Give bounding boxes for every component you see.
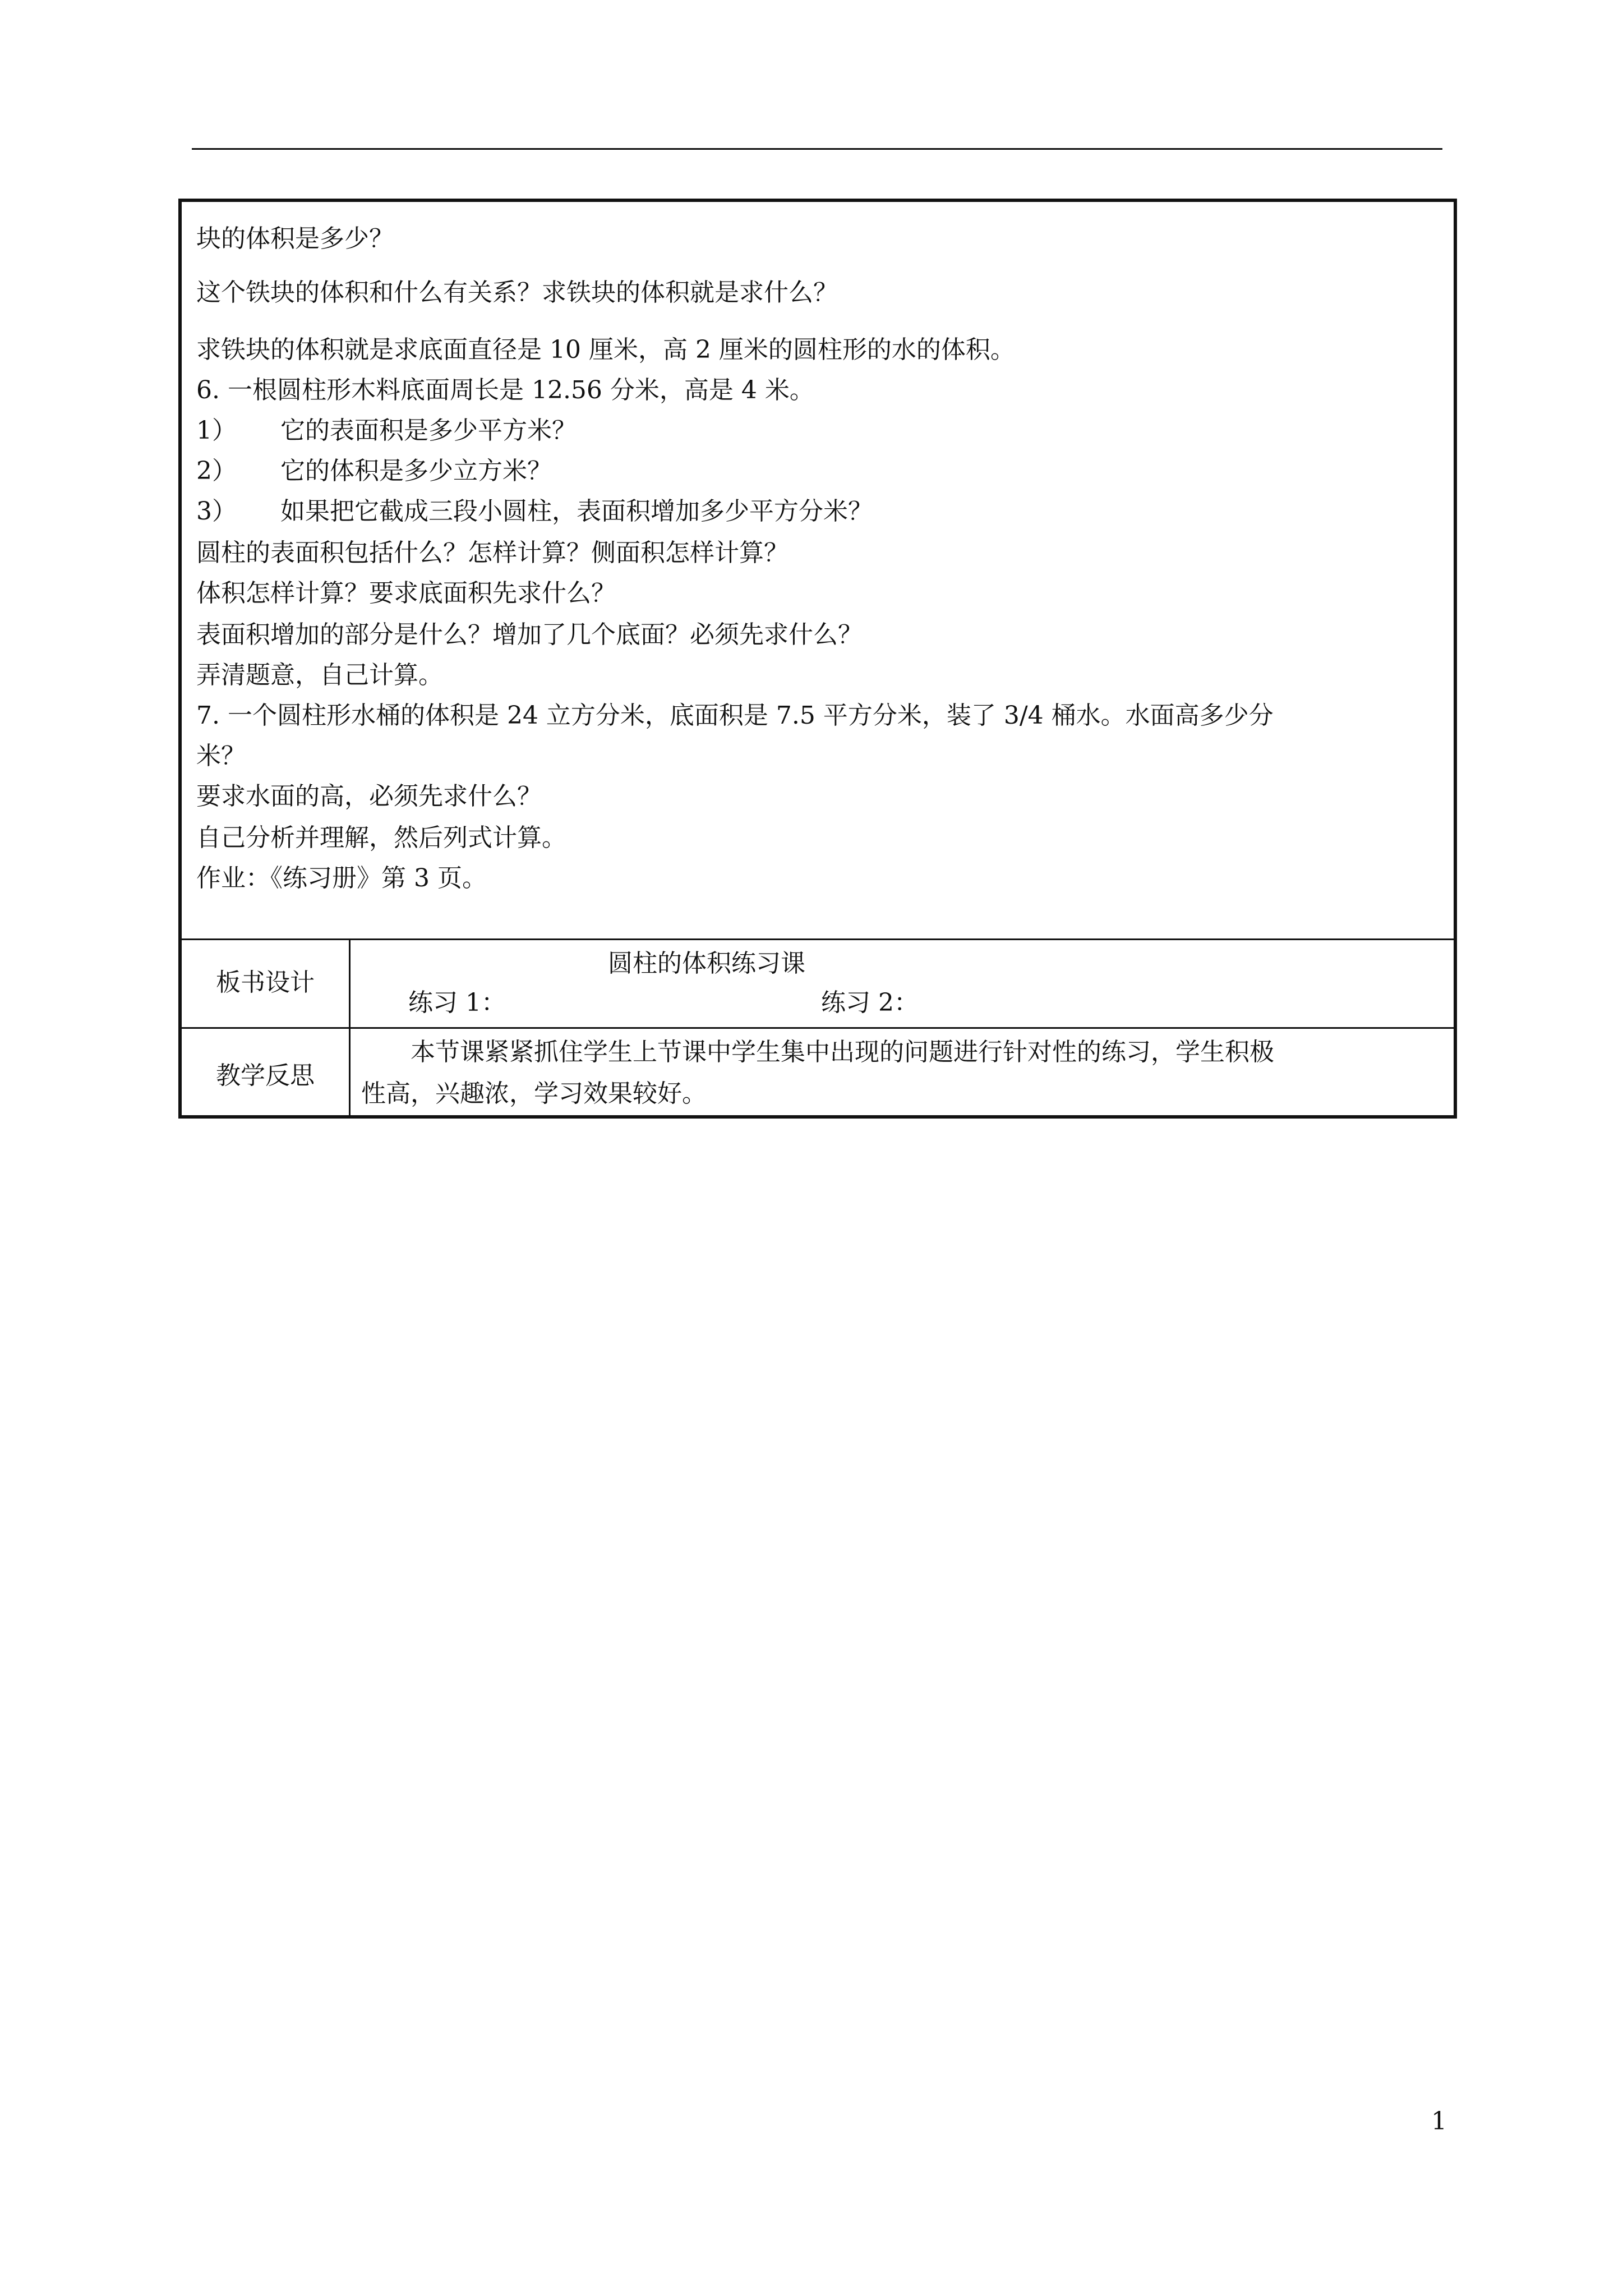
text-line: 求铁块的体积就是求底面直径是 10 厘米，高 2 厘米的圆柱形的水的体积。 xyxy=(196,335,1015,364)
sub-question-text: 它的表面积是多少平方米？ xyxy=(280,416,577,445)
board-exercise-2: 练习 2： xyxy=(821,988,919,1017)
board-title: 圆柱的体积练习课 xyxy=(608,949,805,978)
text-line: 圆柱的表面积包括什么？怎样计算？侧面积怎样计算？ xyxy=(196,539,789,567)
text-line: 表面积增加的部分是什么？增加了几个底面？必须先求什么？ xyxy=(196,620,863,649)
reflection-text-line: 性高，兴趣浓，学习效果较好。 xyxy=(361,1079,707,1108)
text-line: 块的体积是多少？ xyxy=(196,224,394,253)
sub-question-text: 如果把它截成三段小圆柱，表面积增加多少平方分米？ xyxy=(280,497,873,526)
problem-7: 7. 一个圆柱形水桶的体积是 24 立方分米，底面积是 7.5 平方分米，装了 3/4 桶水。水面高多少分 xyxy=(196,701,1274,730)
row-divider xyxy=(182,938,1454,940)
problem-6: 6. 一根圆柱形木料底面周长是 12.56 分米，高是 4 米。 xyxy=(196,376,814,404)
lesson-table xyxy=(178,199,1457,1119)
sub-question xyxy=(196,495,873,528)
sub-question xyxy=(196,414,577,448)
homework-line: 作业：《练习册》第 3 页。 xyxy=(196,864,487,892)
sub-question-number: 1） xyxy=(196,416,237,445)
text-line: 自己分析并理解，然后列式计算。 xyxy=(196,823,566,852)
page-number: 1 xyxy=(1431,2107,1447,2136)
column-divider xyxy=(349,938,351,1119)
sub-question-number: 3） xyxy=(196,497,237,526)
row-divider xyxy=(182,1027,1454,1029)
board-exercise-1: 练习 1： xyxy=(408,988,506,1017)
lesson-content-cell xyxy=(182,202,1454,938)
sub-question-text: 它的体积是多少立方米？ xyxy=(280,457,552,485)
sub-question xyxy=(196,454,552,488)
text-line: 体积怎样计算？要求底面积先求什么？ xyxy=(196,579,616,608)
reflection-label: 教学反思 xyxy=(216,1061,315,1090)
header-rule xyxy=(192,148,1442,150)
board-design-label: 板书设计 xyxy=(216,968,315,997)
text-line: 要求水面的高，必须先求什么？ xyxy=(196,782,542,811)
reflection-text-line: 本节课紧紧抓住学生上节课中学生集中出现的问题进行针对性的练习，学生积极 xyxy=(411,1038,1274,1066)
text-line: 弄清题意，自己计算。 xyxy=(196,661,443,689)
sub-question-number: 2） xyxy=(196,457,237,485)
text-line: 这个铁块的体积和什么有关系？求铁块的体积就是求什么？ xyxy=(196,278,838,307)
text-line: 米？ xyxy=(196,742,246,770)
